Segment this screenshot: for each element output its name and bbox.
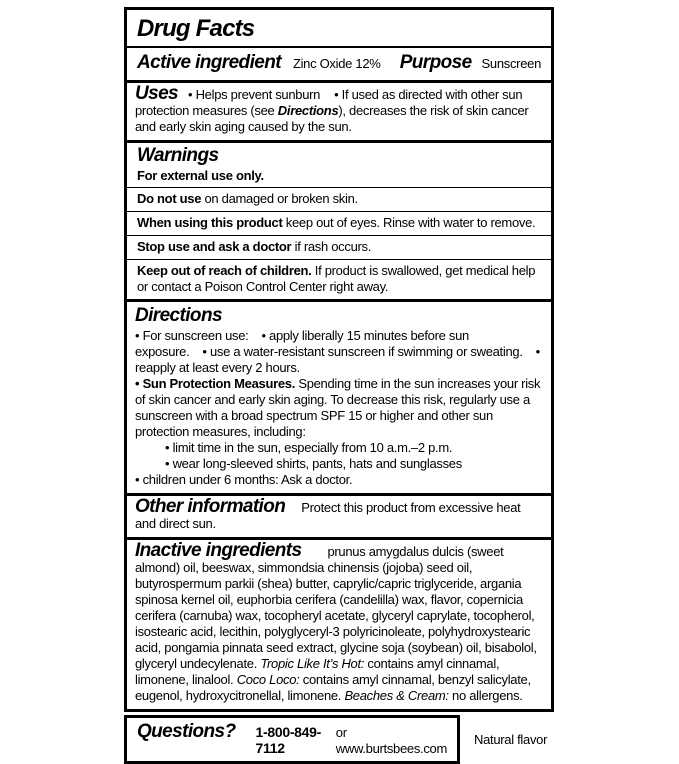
directions-sub-bullet-limit-time: • limit time in the sun, especially from 10 a.m.–2 p.m. [165, 440, 453, 455]
warning-entry-keep-out-of-reach [127, 260, 551, 302]
drug-facts-label [124, 7, 554, 764]
warning-entry-text: if rash occurs. [291, 239, 372, 254]
questions-website: or www.burtsbees.com [335, 725, 448, 756]
warnings-heading: Warnings [137, 145, 219, 166]
warning-entry-bold: Keep out of reach of children. [137, 263, 312, 278]
warnings-section [127, 143, 551, 302]
uses-bullet-2-text: • If used as directed with other sun protection measures (see [135, 87, 523, 118]
directions-bullet: • For sunscreen use: [135, 328, 249, 343]
other-information-heading: Other information [135, 496, 286, 517]
purpose-value: Sunscreen [481, 56, 541, 71]
uses-heading: Uses [135, 83, 179, 104]
uses-bullet-2-tail: ), decreases the risk of skin cancer and early skin aging caused by the sun. [135, 103, 529, 134]
bottom-row [124, 715, 554, 764]
inactive-ingredients-tropic-allergens: contains amyl cinnamal, limonene, linalool. [135, 656, 500, 687]
fragrance-name-beaches-and-cream: Beaches & Cream: [344, 688, 449, 703]
uses-bullet-1: • Helps prevent sunburn [188, 87, 321, 102]
directions-sunscreen-use-line [135, 328, 543, 376]
purpose-heading: Purpose [399, 52, 472, 73]
warning-entry-text: If product is swallowed, get medical help or contact a Poison Control Center right away. [137, 263, 536, 294]
purpose-group [400, 52, 541, 74]
directions-sub-bullet-clothing: • wear long-sleeved shirts, pants, hats and sunglasses [165, 456, 462, 471]
active-ingredient-heading: Active ingredient [137, 52, 281, 73]
directions-sun-protection-measures [135, 376, 543, 440]
warnings-external-use: For external use only. [127, 167, 551, 188]
warning-entry-bold: When using this product [137, 215, 283, 230]
inactive-ingredients-beaches-allergens: no allergens. [448, 688, 523, 703]
page-title: Drug Facts [127, 10, 551, 48]
directions-bullet: • apply liberally 15 minutes before sun exposure. [135, 328, 469, 359]
other-information-row [127, 496, 551, 540]
inactive-ingredients-coco-allergens: contains amyl cinnamal, benzyl salicylate, eugenol, hydroxycitronellal, limonene. [135, 672, 531, 703]
warning-entry-when-using [127, 212, 551, 236]
inactive-ingredients-section [127, 540, 551, 709]
sun-protection-measures-bold: • Sun Protection Measures. [135, 376, 296, 391]
uses-section [127, 83, 551, 143]
natural-flavor-note: Natural flavor [474, 732, 548, 747]
active-ingredient-value: Zinc Oxide 12% [292, 56, 381, 71]
active-ingredient-row [127, 48, 551, 83]
warning-entry-stop-use [127, 236, 551, 260]
fragrance-name-coco-loco: Coco Loco: [236, 672, 300, 687]
fragrance-name-tropic-like-its-hot: Tropic Like It’s Hot: [260, 656, 365, 671]
directions-bullet: • use a water-resistant sunscreen if swimming or sweating. [202, 344, 523, 359]
directions-section [127, 302, 551, 496]
directions-bullet: • reapply at least every 2 hours. [135, 344, 540, 375]
sun-protection-measures-text: Spending time in the sun increases your risk of skin cancer and early skin aging. To decrease this risk, regularly use a sunscreen with a broad spectrum SPF 15 or higher and other sun protection measures, including: [135, 376, 541, 439]
directions-children-bullet: • children under 6 months: Ask a doctor. [135, 472, 353, 487]
questions-heading: Questions? [137, 721, 236, 742]
questions-box [124, 715, 460, 764]
questions-phone-number: 1-800-849-7112 [255, 724, 322, 756]
drug-facts-main-box [124, 7, 554, 712]
inactive-ingredients-heading: Inactive ingredients [135, 540, 302, 561]
warning-entry-text: on damaged or broken skin. [201, 191, 358, 206]
warning-entry-text: keep out of eyes. Rinse with water to remove. [282, 215, 536, 230]
other-information-text: Protect this product from excessive heat and direct sun. [135, 500, 521, 531]
uses-directions-ref: Directions [277, 103, 339, 118]
warning-entry-bold: Stop use and ask a doctor [137, 239, 292, 254]
warning-entry-do-not-use [127, 188, 551, 212]
directions-heading: Directions [135, 305, 222, 326]
warning-entry-bold: Do not use [137, 191, 202, 206]
inactive-ingredients-list: prunus amygdalus dulcis (sweet almond) oil, beeswax, simmondsia chinensis (jojoba) seed oil, butyrospermum parkii (shea) butter, caprylic/capric triglyceride, argania spinosa kernel oil, euphorbia cerifera (candelilla) wax, flavor, copernicia cerifera (carnuba) wax, tocopheryl acetate, glyceryl caprylate, tocopherol, isostearic acid, lecithin, polyglyceryl-3 polyricinoleate, polyhydroxystearic acid, pongamia pinnata seed extract, glycine soja (soybean) oil, bisabolol, glyceryl undecylenate. [135, 544, 537, 671]
